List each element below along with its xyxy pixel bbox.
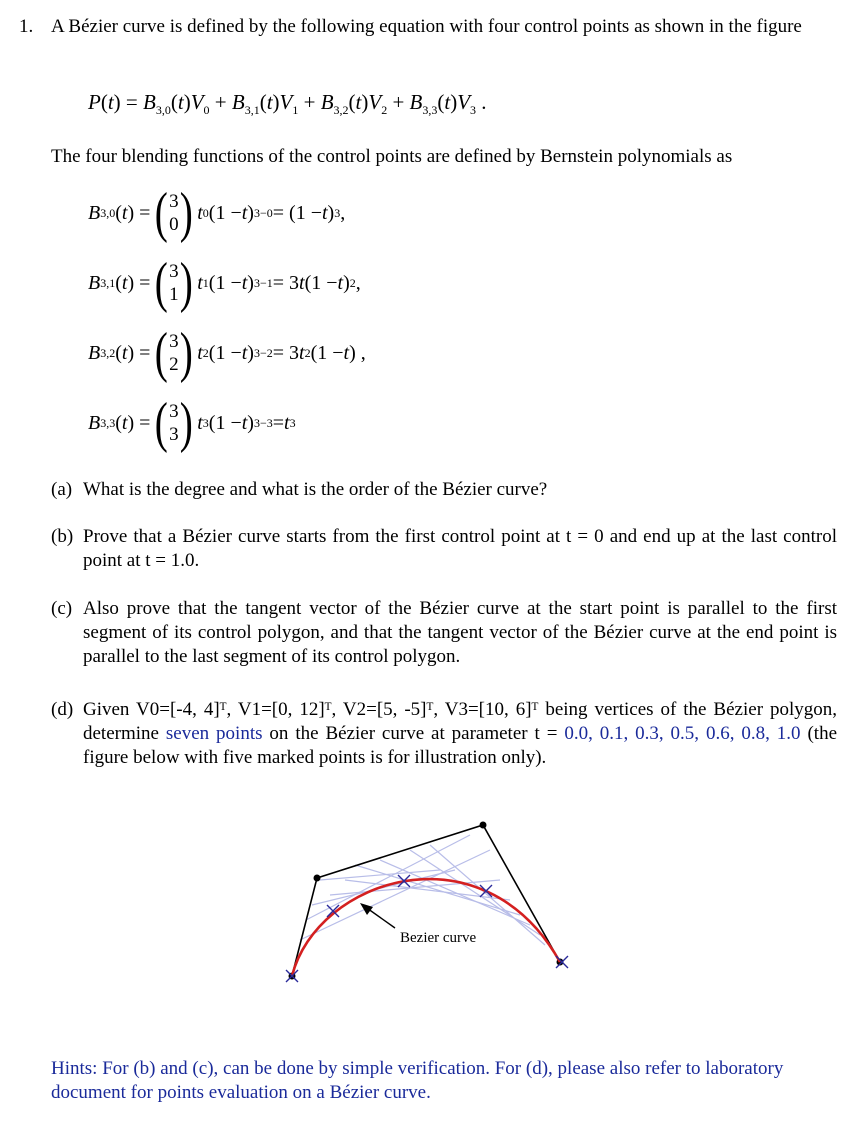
question-intro: A Bézier curve is defined by the following equation with four control points as shown in the figure	[51, 16, 802, 37]
curve-label: Bezier curve	[400, 930, 477, 946]
blending-function-2: B 3,2 ( t ) = ( 3 2 ) t 2 (1 − t ) 3−2 = 3 t 2 (1 − t ) ,	[88, 322, 366, 384]
main-equation: $P(t) = B_{3,0}(t)V_0 + B_{3,1}(t)V_1 + B_{3,2}(t)V_2 + B_{3,3}(t)V_3$ .	[88, 90, 487, 118]
parameter-values: 0.0, 0.1, 0.3, 0.5, 0.6, 0.8, 1.0	[564, 723, 801, 744]
part-b-label: (b)	[51, 526, 74, 547]
part-d-label: (d)	[51, 699, 74, 720]
blending-function-3: B 3,3 ( t ) = ( 3 3 ) t 3 (1 − t ) 3−3 = t 3	[88, 392, 296, 454]
blending-function-0: B 3,0 ( t ) = ( 3 0 ) t 0 (1 − t ) 3−0 = (1 − t ) 3 ,	[88, 182, 346, 244]
part-a	[51, 478, 837, 502]
part-c	[51, 597, 837, 669]
part-d	[51, 698, 837, 770]
bezier-figure	[0, 800, 857, 1010]
question-number: 1.	[19, 16, 34, 37]
blending-function-1: B 3,1 ( t ) = ( 3 1 ) t 1 (1 − t ) 3−1 = 3 t (1 − t ) 2 ,	[88, 252, 361, 314]
hints: Hints: For (b) and (c), can be done by simple verification. For (d), please also refer to laboratory document for points evaluation on a Bézier curve.	[51, 1058, 784, 1103]
blending-intro: The four blending functions of the control points are defined by Bernstein polynomials as	[51, 146, 733, 167]
construction-lines	[300, 835, 545, 945]
label-arrowhead	[360, 903, 373, 915]
part-b	[51, 525, 837, 573]
part-a-label: (a)	[51, 479, 73, 500]
part-c-text: Also prove that the tangent vector of the Bézier curve at the start point is parallel to the first segment of its control polygon, and that the tangent vector of the Bézier curve at the end point is parallel to the last segment of its control polygon.	[83, 598, 837, 667]
part-c-label: (c)	[51, 598, 73, 619]
part-d-text: Given V0=[-4, 4]ᵀ, V1=[0, 12]ᵀ, V2=[5, -5]ᵀ, V3=[10, 6]ᵀ being vertices of the Bézier polygon, determine seven points on the Bézier curve at parameter t = 0.0, 0.1, 0.3, 0.5, 0.6, 0.8, 1.0 (the figure below with five marked points is for illustration only).	[83, 699, 837, 768]
seven-points-highlight: seven points	[165, 723, 263, 744]
control-point-v2	[480, 822, 487, 829]
part-b-text: Prove that a Bézier curve starts from the first control point at t = 0 and end up at the last control point at t = 1.0.	[83, 526, 837, 571]
bezier-curve	[292, 879, 560, 976]
control-point-v1	[314, 875, 321, 882]
part-a-text: What is the degree and what is the order of the Bézier curve?	[83, 479, 548, 500]
